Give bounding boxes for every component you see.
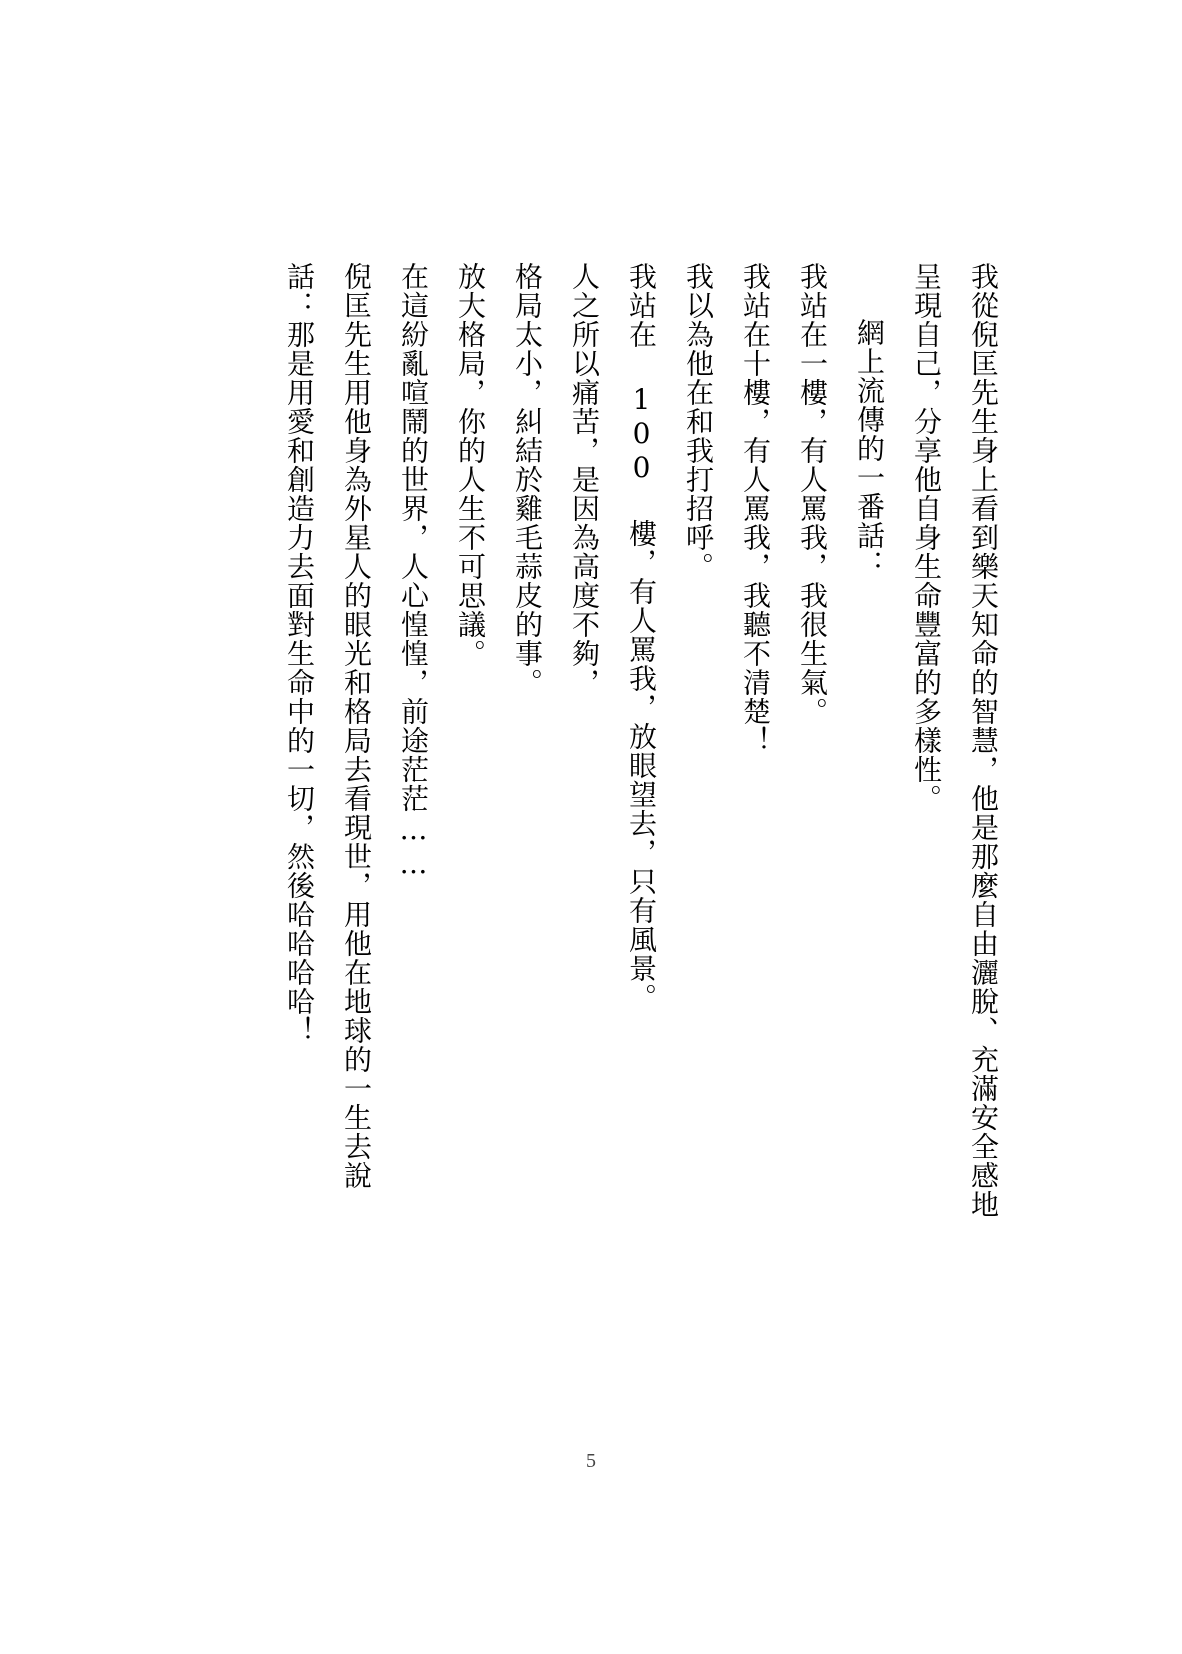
paragraph-line: 人之所以痛苦，是因為高度不夠， bbox=[568, 262, 601, 697]
paragraph-line: 話：那是用愛和創造力去面對生命中的一切，然後哈哈哈哈！ bbox=[283, 262, 316, 1045]
paragraph-line: 放大格局，你的人生不可思議。 bbox=[454, 262, 487, 668]
paragraph-line: 我以為他在和我打招呼。 bbox=[682, 262, 715, 581]
paragraph-line: 我站在十樓，有人罵我，我聽不清楚！ bbox=[739, 262, 772, 755]
page-number: 5 bbox=[586, 1450, 596, 1472]
paragraph-line: 呈現自己，分享他自身生命豐富的多樣性。 bbox=[910, 262, 943, 813]
vertical-text-body bbox=[271, 262, 1012, 1282]
paragraph-line: 格局太小，糾結於雞毛蒜皮的事。 bbox=[511, 262, 544, 697]
paragraph-line: 我站在 100 樓，有人罵我，放眼望去，只有風景。 bbox=[625, 262, 658, 1012]
paragraph-line: 倪匡先生用他身為外星人的眼光和格局去看現世，用他在地球的一生去說 bbox=[340, 262, 373, 1190]
paragraph-line: 在這紛亂喧鬧的世界，人心惶惶，前途茫茫…… bbox=[397, 262, 430, 881]
paragraph-line: 我從倪匡先生身上看到樂天知命的智慧，他是那麼自由灑脫、充滿安全感地 bbox=[967, 262, 1000, 1219]
paragraph-line: 網上流傳的一番話： bbox=[853, 318, 886, 579]
paragraph-line: 我站在一樓，有人罵我，我很生氣。 bbox=[796, 262, 829, 726]
